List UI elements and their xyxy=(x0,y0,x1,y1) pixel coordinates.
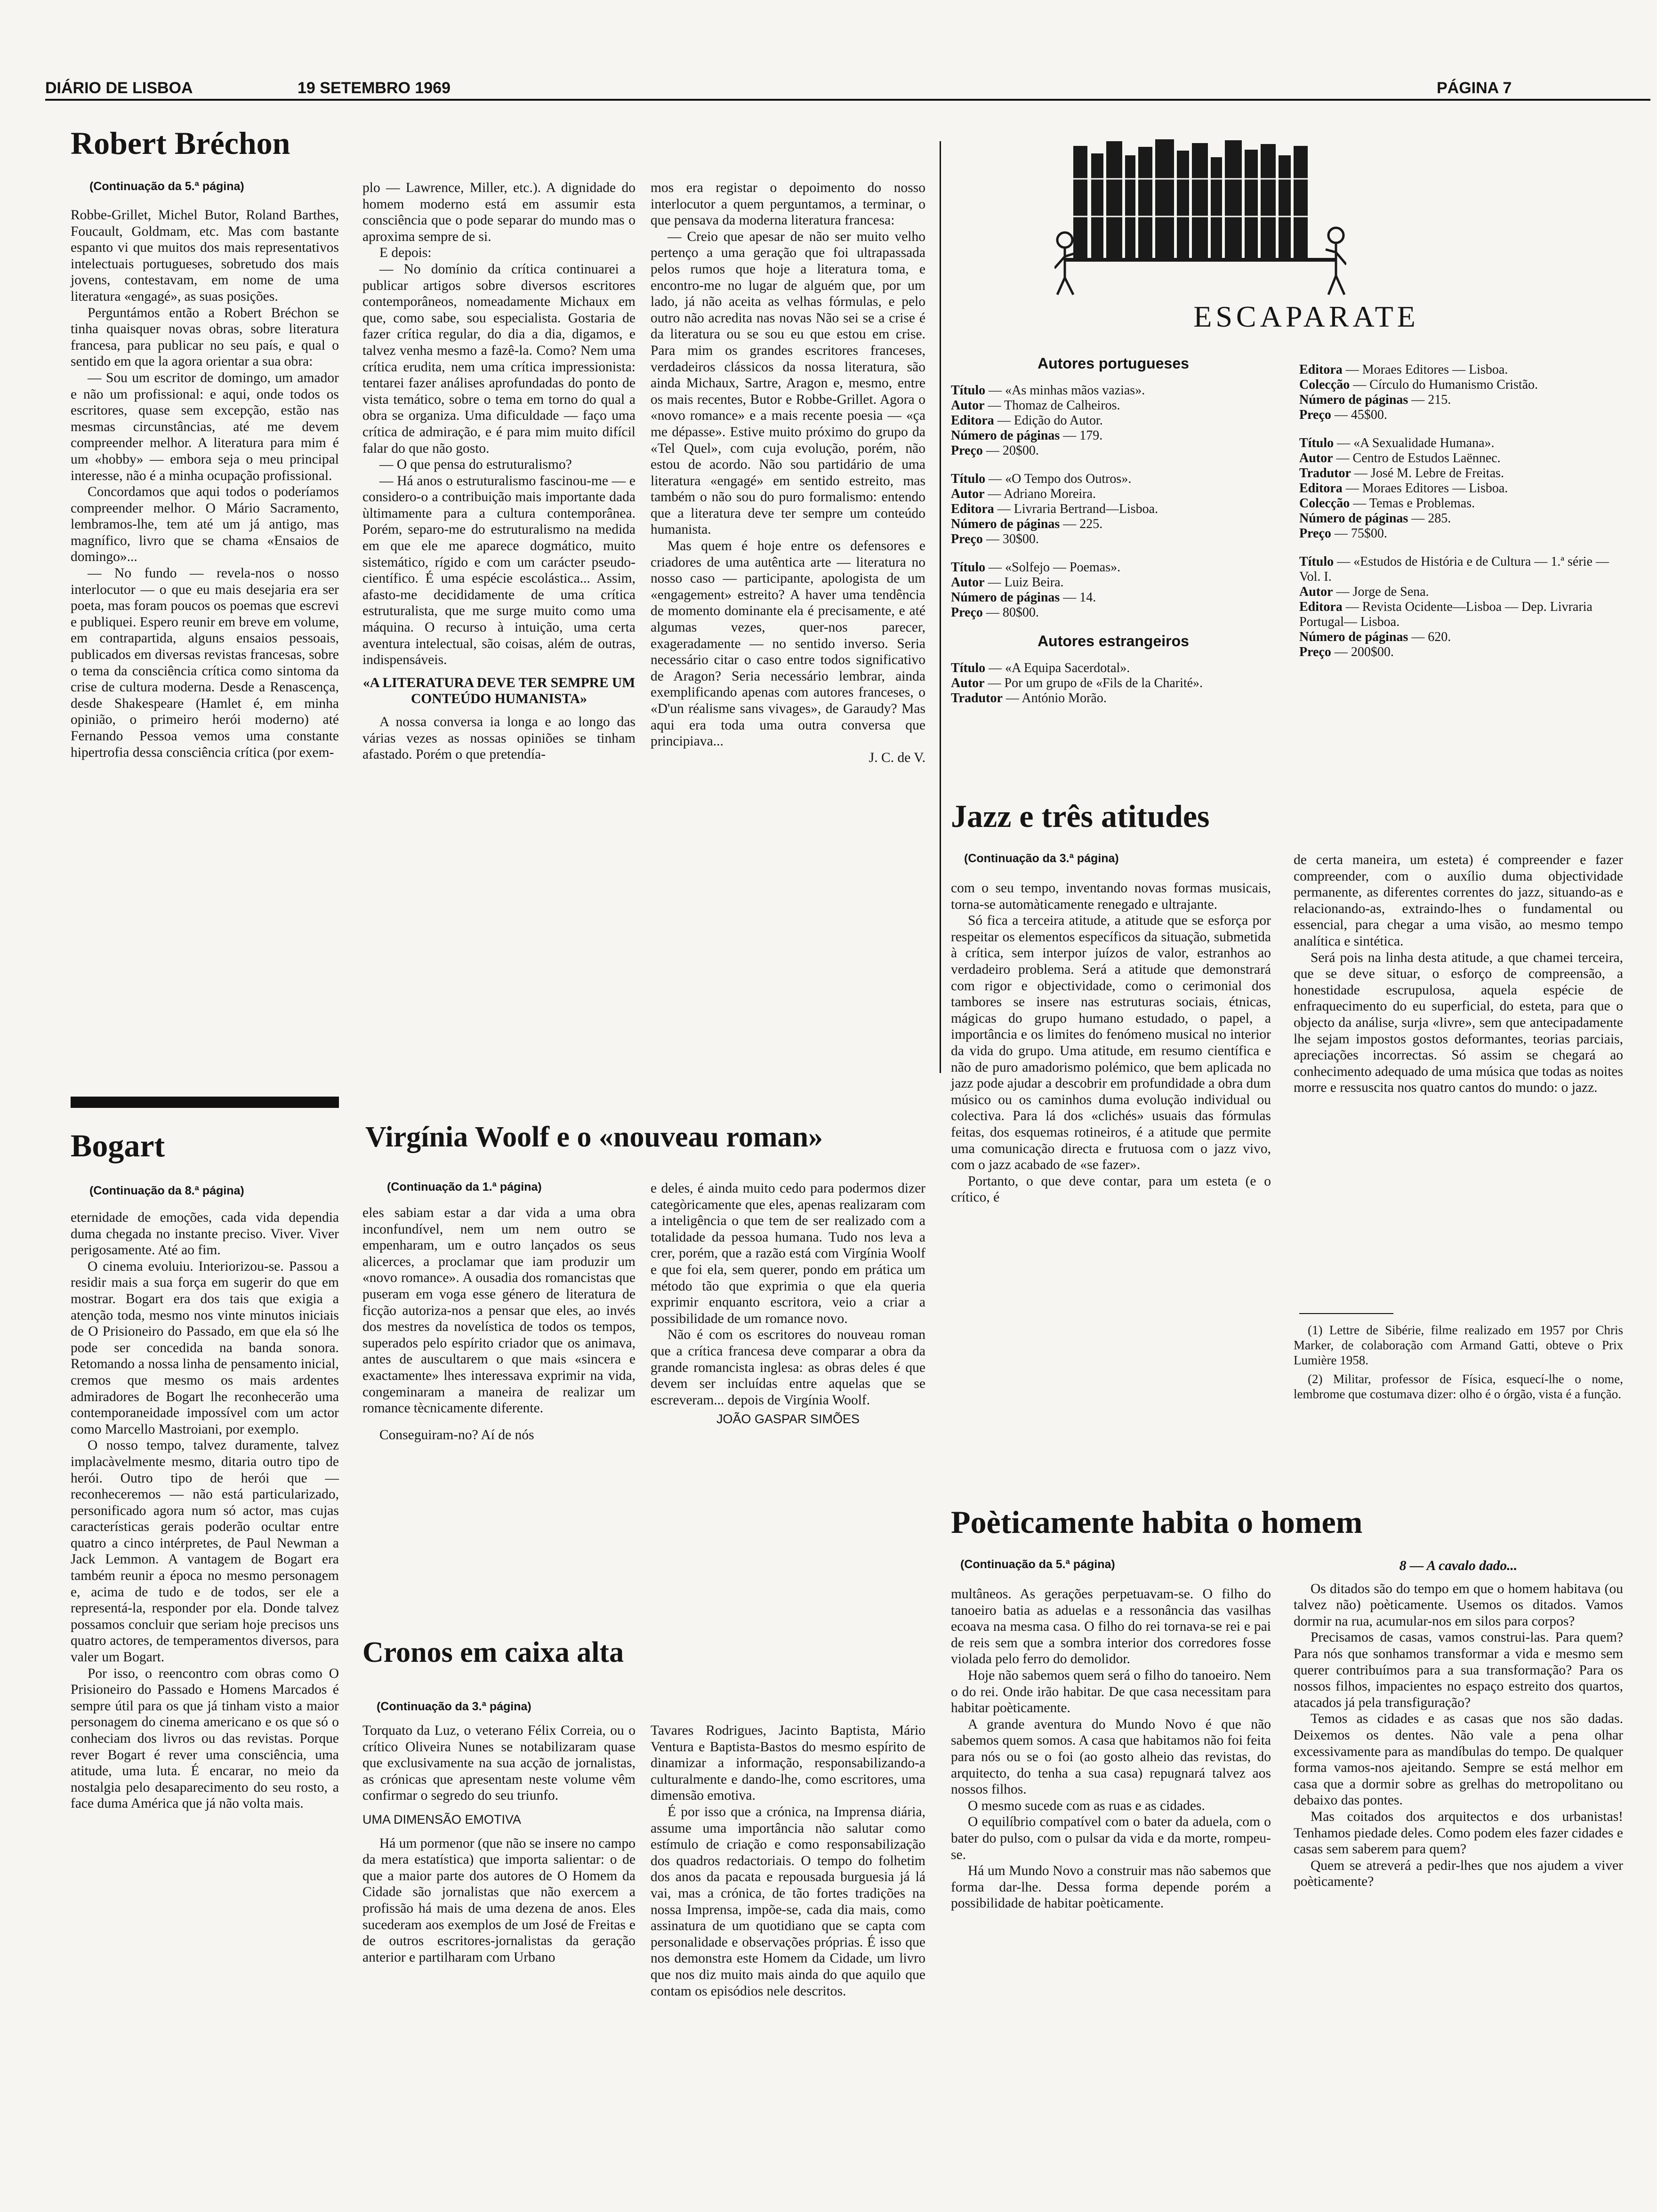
label: Editora xyxy=(951,502,994,516)
poeticamente-subhead: 8 — A cavalo dado... xyxy=(1399,1558,1518,1573)
paragraph: Por isso, o reencontro com obras como O Prisioneiro do Passado e Homens Marcados é sempre útil para os que já tinham visto a maior personagem do cinema americano e os que só o conheciam dos livros ou das revistas. Porque rever Bogart é rever uma consciência, uma atitude, uma luta. É encarar, no meio da nostalgia pelo desaparecimento do seu rosto, a face duma América que já não volta mais. xyxy=(71,1666,339,1811)
book-title: «A Sexualidade Humana». xyxy=(1353,436,1495,450)
book-entry: Título — «Solfejo — Poemas». Autor — Luiz Beira. Número de páginas — 14. Preço — 80$00. xyxy=(951,560,1121,620)
book-entry: Título — «As minhas mãos vazias». Autor — Thomaz de Calheiros. Editora — Edição do Autor. Número de páginas — 179. Preço — 20$00. xyxy=(951,383,1145,458)
label: Autor xyxy=(951,575,985,590)
paragraph: Perguntámos então a Robert Bréchon se tinha quaisquer novas obras, sobre literatura francesa, para publicar no seu país, e qual o sentido em que la agora orientar a sua obra: xyxy=(71,305,339,369)
brechon-column-3 xyxy=(651,180,925,766)
book-price: 30$00. xyxy=(1002,532,1039,546)
label: Preço xyxy=(1299,645,1331,659)
paragraph: O equilíbrio compatível com o bater da aduela, com o bater do pulso, com o pulsar da vida e da morte, rompeu-se. xyxy=(951,1814,1271,1862)
paragraph: Conseguiram-no? Aí de nós xyxy=(379,1427,534,1443)
paragraph: e deles, é ainda muito cedo para podermos dizer categòricamente que eles, apenas realizaram com a inteligência o que tem de ser realizado com a totalidade da pessoa humana. Tudo nos leva a crer, porém, que a razão está com Virgínia Woolf e que foi ela, sem querer, pondo em prática um método tão que exprimia o que ela queria exprimir enquanto escritora, veio a criar a possibilidade de um romance novo. xyxy=(651,1181,925,1326)
footnote: (2) Militar, professor de Física, esquecí-lhe o nome, lembrome que costumava dizer: olho é o órgão, vista é a função. xyxy=(1294,1372,1623,1401)
paragraph: Os ditados são do tempo em que o homem habitava (ou talvez não) poèticamente. Usemos os ditados. Vamos dormir na rua, acumular-nos em silos para corpos? xyxy=(1294,1581,1623,1629)
paragraph: eles sabiam estar a dar vida a uma obra inconfundível, nem um nem outro se empenharam, um e outro lançados os seus alicerces, a proclamar que iam produzir um «novo romance». A ousadia dos romancistas que puseram em voga esse género de literatura de ficção autoriza-nos a pensar que eles, ao invés dos mestres da novelística de todos os tempos, superados pelo espírito criador que os animava, antes de auscultarem o que mais «sincera e exactamente» lhes interessava exprimir na vida, congeminaram a maneira de realizar um romance tècnicamente diferente. xyxy=(362,1205,635,1416)
label: Número de páginas xyxy=(951,428,1060,443)
label: Tradutor xyxy=(1299,466,1351,481)
book-author: Por um grupo de «Fils de la Charité». xyxy=(1004,676,1203,690)
paragraph: Temos as cidades e as casas que nos são dadas. Deixemos os dentes. Não vale a pena olhar excessivamente para as mandíbulas do tempo. De qualquer forma vamos-nos ajeitando. Sempre se está melhor em casa que a dormir sobre as grelhas do metropolitano ou debaixo das pontes. xyxy=(1294,1711,1623,1808)
book-author: Jorge de Sena. xyxy=(1352,585,1429,599)
footnote: (1) Lettre de Sibérie, filme realizado em 1957 por Chris Marker, de colaboração com Armand Gatti, obteve o Prix Lumière 1958. xyxy=(1294,1323,1623,1367)
paragraph: — Há anos o estruturalismo fascinou-me — e considero-o a contribuição mais importante dada ùltimamente para a cultura contemporânea. Porém, separo-me do estruturalismo na medida em que ele me aparece dogmático, muito sistemático, rígido e com um carácter pseudo-científico. É uma espécie escolástica... Assim, afasto-me decididamente de uma crítica estruturalista, que me surge muito como uma máquina. O recurso à intuição, uma certa aventura intelectual, são coisas, além de outras, indispensáveis. xyxy=(362,473,635,668)
paragraph: O mesmo sucede com as ruas e as cidades. xyxy=(968,1798,1205,1813)
label: Título xyxy=(951,383,986,398)
poeticamente-column-2 xyxy=(1294,1558,1623,1890)
label: Número de páginas xyxy=(951,590,1060,605)
header-rule xyxy=(45,99,1650,101)
book-entry: Título — «Estudos de História e de Cultura — 1.ª série — Vol. I. Autor — Jorge de Sena. Editora — Revista Ocidente—Lisboa — Dep. Livraria Portugal— Lisboa. Número de páginas — 620. Preço — 200$00. xyxy=(1299,554,1609,659)
bogart-continued: (Continuação da 8.ª página) xyxy=(89,1184,244,1197)
label: Preço xyxy=(951,443,983,458)
woolf-column-2 xyxy=(651,1180,925,1427)
label: Título xyxy=(1299,554,1334,569)
book-pages: 14. xyxy=(1079,590,1096,605)
book-price: 45$00. xyxy=(1351,408,1387,422)
book-entry: Editora — Moraes Editores — Lisboa. Colecção — Círculo do Humanismo Cristão. Número de páginas — 215. Preço — 45$00. xyxy=(1299,362,1538,422)
paragraph: eternidade de emoções, cada vida dependia duma chegada no instante preciso. Viver. Viver perigosamente. Até ao fim. xyxy=(71,1210,339,1258)
brechon-column-2 xyxy=(362,180,635,763)
book-author: Thomaz de Calheiros. xyxy=(1004,398,1120,413)
brechon-title: Robert Bréchon xyxy=(71,125,290,161)
book-pages: 285. xyxy=(1428,511,1451,526)
paragraph: Só fica a terceira atitude, a atitude que se esforça por respeitar os elementos específicos da situação, submetida à crítica, sem interpor juízos de valor, estranhos ao verdadeiro problema. Será a atitude que demonstrará com rigor e objectividade, como o cerimonial dos tambores se insere nas estruturas sociais, étnicas, mágicas do grupo humano estudado, o papel, a importância e os limites do fenómeno musical no interior da vida do grupo. Uma atitude, em resumo científica e não de puro amadorismo polémico, que bem aplicada no jazz pode ajudar a descobrir em profundidade a obra dum músico ou os caminhos duma evolução individual ou colectiva. Para lá dos «clichés» usuais das fórmulas feitas, dos esquemas rotineiros, é a atitude que permite uma comunicação directa e frutuosa com o jazz vivo, com o jazz acabado de «se fazer». xyxy=(951,913,1271,1173)
paragraph: — No fundo — revela-nos o nosso interlocutor — o que eu mais desejaria era ser poeta, mas foram poucos os poemas que escrevi e publiquei. Espero reunir em breve em volume, em contrapartida, alguns ensaios pessoais, publicados em diversas revistas francesas, sobre o tema da consciência crítica como sintoma da crise de cultura moderna. Desde a Renascença, desde Shakespeare (Hamlet é, em minha opinião, o primeiro herói moderno) até Fernando Pessoa vemos uma constante hipertrofia dessa consciência crítica (por exem- xyxy=(71,566,339,760)
portugueses-heading: Autores portugueses xyxy=(1038,355,1189,372)
column-divider xyxy=(940,141,941,1073)
book-collection: Círculo do Humanismo Cristão. xyxy=(1369,377,1538,392)
label: Número de páginas xyxy=(1299,511,1408,526)
paragraph: Há um Mundo Novo a construir mas não sabemos que forma dar-lhe. Dessa forma depende porém a possibilidade de habitar poèticamente. xyxy=(951,1863,1271,1911)
paragraph: mos era registar o depoimento do nosso interlocutor a quem perguntamos, a terminar, o que pensava da moderna literatura francesa: xyxy=(651,180,925,228)
escaparate-column-1 xyxy=(951,353,1276,719)
jazz-title: Jazz e três atitudes xyxy=(951,798,1210,834)
label: Título xyxy=(1299,436,1334,450)
paragraph: Concordamos que aqui todos o poderíamos compreender melhor. O Mário Sacramento, lembramos-lhe, tem até um já antigo, mas magnífico, livro que se chama «Ensaios de domingo»... xyxy=(71,484,339,565)
book-entry: Título — «O Tempo dos Outros». Autor — Adriano Moreira. Editora — Livraria Bertrand—Lisboa. Número de páginas — 225. Preço — 30$00. xyxy=(951,472,1158,546)
paragraph: — Sou um escritor de domingo, um amador e não um profissional: e aqui, onde todos os escritores, quase sem excepção, estão nas mesmas circunstâncias, até me devem compreender melhor. A literatura para mim é um «hobby» — embora seja o meu principal interesse, não é a minha ocupação profissional. xyxy=(71,370,339,483)
paragraph: Quem se atreverá a pedir-lhes que nos ajudem a viver poèticamente? xyxy=(1294,1858,1623,1890)
woolf-signature: JOÃO GASPAR SIMÕES xyxy=(716,1412,860,1427)
book-title: «A Equipa Sacerdotal». xyxy=(1005,661,1130,675)
paragraph: A nossa conversa ia longa e ao longo das várias vezes as nossas opiniões se tinham afastado. Porém o que pretendía- xyxy=(362,714,635,762)
label: Editora xyxy=(1299,362,1343,377)
paragraph: Portanto, o que deve contar, para um esteta (e o crítico, é xyxy=(951,1173,1271,1205)
poeticamente-title: Poèticamente habita o homem xyxy=(951,1504,1363,1540)
book-title: «Solfejo — Poemas». xyxy=(1005,560,1121,575)
book-translator: José M. Lebre de Freitas. xyxy=(1370,466,1504,481)
label: Título xyxy=(951,472,986,486)
paragraph: com o seu tempo, inventando novas formas musicais, torna-se automàticamente renegado e ultrajante. xyxy=(951,881,1271,912)
woolf-continued: (Continuação da 1.ª página) xyxy=(387,1180,542,1194)
book-publisher: Edição do Autor. xyxy=(1014,413,1103,428)
book-pages: 225. xyxy=(1079,517,1103,531)
escaparate-column-2 xyxy=(1299,362,1629,673)
brechon-continued: (Continuação da 5.ª página) xyxy=(89,180,244,193)
label: Número de páginas xyxy=(1299,393,1408,407)
label: Editora xyxy=(1299,600,1343,614)
label: Autor xyxy=(951,487,985,501)
label: Autor xyxy=(1299,585,1333,599)
paragraph: Hoje não sabemos quem será o filho do tanoeiro. Nem o do rei. Onde irão habitar. De que casa necessitam para habitar poèticamente. xyxy=(951,1667,1271,1716)
label: Título xyxy=(951,560,986,575)
woolf-column-1 xyxy=(362,1205,635,1443)
jazz-footnotes xyxy=(1294,1322,1623,1405)
label: Número de páginas xyxy=(951,517,1060,531)
paragraph: Precisamos de casas, vamos construi-las. Para quem? Para nós que sonhamos transformar a vida e mesmo sem querer contribuímos para a sua transformação? Para os nossos filhos, impacientes no espaço estreito dos quartos, atacados já pela transfiguração? xyxy=(1294,1630,1623,1710)
label: Colecção xyxy=(1299,377,1350,392)
paragraph: Há um pormenor (que não se insere no campo da mera estatística) que importa salientar: o de que a maior parte dos autores de O Homem da Cidade são jornalistas que não exercem a profissão há mais de uma dezena de anos. Eles sucederam aos exemplos de um José de Freitas e de outros escritores-jornalistas da geração anterior e partilharam com Urbano xyxy=(362,1835,635,1965)
book-pages: 179. xyxy=(1079,428,1103,443)
cronos-continued: (Continuação da 3.ª página) xyxy=(377,1700,531,1713)
paragraph: A grande aventura do Mundo Novo é que não sabemos quem somos. A casa que habitamos não foi feita para nós ou se o foi (ao gosto alheio das revistas, do arquitecto, do tenha a sua casa) repugnará talvez aos nossos filhos. xyxy=(951,1716,1271,1797)
label: Preço xyxy=(1299,408,1331,422)
paragraph: O cinema evoluiu. Interiorizou-se. Passou a residir mais a sua força em sugerir do que em mostrar. Bogart era dos tais que exigia a atenção toda, mesmo nos vinte minutos iniciais de O Prisioneiro do Passado, em que ela só lhe pode ser concedida na banda sonora. Retomando a nossa linha de pensamento inicial, cremos que mesmo os mais ardentes admiradores de Bogart lhe reconhecerão uma contemporaneidade impossível com um actor como Marcello Mastroiani, por exemplo. xyxy=(71,1258,339,1437)
poeticamente-column-1 xyxy=(951,1586,1271,1912)
book-entry: Título — «A Sexualidade Humana». Autor — Centro de Estudos Laënnec. Tradutor — José M. Lebre de Freitas. Editora — Moraes Editores — Lisboa. Colecção — Temas e Problemas. Número de páginas — 285. Preço — 75$00. xyxy=(1299,436,1508,541)
cronos-title: Cronos em caixa alta xyxy=(362,1636,624,1668)
label: Tradutor xyxy=(951,691,1003,705)
paragraph: Tavares Rodrigues, Jacinto Baptista, Mário Ventura e Baptista-Bastos do mesmo espírito de dinamizar a informação, responsabilizando-a culturalmente e dando-lhe, como escritores, uma dimensão emotiva. xyxy=(651,1723,925,1803)
paragraph: Torquato da Luz, o veterano Félix Correia, ou o crítico Oliveira Nunes se notabilizaram quase que exclusivamente na sua acção de jornalistas, as crónicas que apresentam neste volume vêm confirmar o segredo do seu triunfo. xyxy=(362,1723,635,1803)
label: Número de páginas xyxy=(1299,630,1408,644)
page-number: PÁGINA 7 xyxy=(1437,79,1512,97)
jazz-continued: (Continuação da 3.ª página) xyxy=(964,852,1119,865)
book-price: 20$00. xyxy=(1002,443,1039,458)
jazz-column-1 xyxy=(951,880,1271,1206)
book-price: 80$00. xyxy=(1002,605,1039,620)
paragraph: — No domínio da crítica continuarei a publicar artigos sobre diversos escritores contemporâneos, nomeadamente Michaux em que, como sabe, sou especialista. Gostaria de fazer crítica regular, do dia a dia, digamos, e talvez venha mesmo a fazê-la. Como? Nem uma crítica erudita, nem uma crítica impressionista: tentarei fazer análises aprofundadas do ponto de vista temático, sobre o tema em torno do qual a obra se organiza. Uma dificuldade — faço uma crítica de admiração, e é para mim muito difícil falar do que não gosto. xyxy=(362,261,635,456)
book-title: «Estudos de História e de Cultura — 1.ª série — Vol. I. xyxy=(1299,554,1609,584)
book-author: Luiz Beira. xyxy=(1004,575,1064,590)
estrangeiros-heading: Autores estrangeiros xyxy=(1038,633,1189,649)
brechon-signature: J. C. de V. xyxy=(869,750,925,765)
book-entry: Título — «A Equipa Sacerdotal». Autor — Por um grupo de «Fils de la Charité». Tradutor — António Morão. xyxy=(951,661,1203,705)
label: Preço xyxy=(1299,526,1331,541)
book-publisher: Livraria Bertrand—Lisboa. xyxy=(1014,502,1158,516)
book-pages: 620. xyxy=(1428,630,1451,644)
label: Editora xyxy=(951,413,994,428)
label: Preço xyxy=(951,605,983,620)
paragraph: Será pois na linha desta atitude, a que chamei terceira, que se deve situar, o esforço de compreensão, a honestidade escrupulosa, aquela espécie de enfraquecimento do eu superficial, do esteta, para que o objecto da análise, surja «livre», sem que antecipadamente lhe sejam impostos gostos deformantes, teorias parciais, apreciações incorrectas. Só assim se chegará ao conhecimento adequado de uma música que todas as noites morre e ressuscita nos quatro cantos do mundo: o jazz. xyxy=(1294,950,1623,1096)
cronos-column-1 xyxy=(362,1723,635,1965)
newspaper-name: DIÁRIO DE LISBOA xyxy=(45,79,193,97)
book-publisher: Moraes Editores — Lisboa. xyxy=(1362,362,1508,377)
label: Título xyxy=(951,661,986,675)
book-translator: António Morão. xyxy=(1022,691,1107,705)
notes-divider xyxy=(1299,1313,1393,1314)
paragraph: Não é com os escritores do nouveau roman que a crítica francesa deve comparar a obra da grande romancista inglesa: as obras deles é que devem ser incluídas entre aquelas que se escreveram... depois de Virgínia Woolf. xyxy=(651,1327,925,1408)
book-publisher: Moraes Editores — Lisboa. xyxy=(1362,481,1508,496)
book-author: Centro de Estudos Laënnec. xyxy=(1352,451,1501,465)
paragraph: plo — Lawrence, Miller, etc.). A dignidade do homem moderno está em assumir esta consciência que o pode separar do mundo mas o aproxima sempre de si. xyxy=(362,180,635,244)
escaparate-title: ESCAPARATE xyxy=(1193,300,1419,333)
label: Autor xyxy=(1299,451,1333,465)
book-title: «As minhas mãos vazias». xyxy=(1005,383,1145,398)
paragraph: de certa maneira, um esteta) é compreender e fazer compreender, com o auxílio duma objectividade permanente, as diferentes correntes do jazz, situando-as e relacionando-as, extraindo-lhes o fundamental ou essencial, para chegar a uma visão, ao mesmo tempo analítica e sintética. xyxy=(1294,852,1623,949)
book-price: 200$00. xyxy=(1351,645,1394,659)
jazz-column-2 xyxy=(1294,852,1623,1096)
book-title: «O Tempo dos Outros». xyxy=(1005,472,1132,486)
book-publisher: Revista Ocidente—Lisboa — Dep. Livraria Portugal— Lisboa. xyxy=(1299,600,1593,629)
paragraph: Mas coitados dos arquitectos e dos urbanistas! Tenhamos piedade deles. Como podem eles fazer cidades e casas sem saberem para quem? xyxy=(1294,1809,1623,1857)
paragraph: — Creio que apesar de não ser muito velho pertenço a uma geração que foi ultrapassada pelos rumos que hoje a literatura toma, e encontro-me no lugar de alguém que, por um lado, já não aceita as velhas fórmulas, e pelo outro não acredita nas novas Não sei se a crise é da literatura ou se sou eu que estou em crise. Para mim os grandes escritores franceses, verdadeiros clássicos da nossa literatura, são ainda Michaux, Sartre, Aragon e, mesmo, entre os mais recentes, Butor e Robbe-Grillet. Agora o «novo romance» e a mais recente poesia — «ça me dépasse». Estive muito próximo do grupo da «Tel Quel», com cuja evolução, porém, não estou de acordo. Não sou partidário de uma literatura «engagé» em sentido estreito, mas também o não sou do puro formalismo: entendo que a literatura deve ter sempre um conteúdo humanista. xyxy=(651,229,925,537)
paragraph: multâneos. As gerações perpetuavam-se. O filho do tanoeiro batia as aduelas e a ressonância das vasilhas ecoava na mesma casa. O filho do rei tornava-se rei e pai de reis sem que a sombra interior dos corredores fosse violada pelo ferro do demolidor. xyxy=(951,1587,1271,1667)
label: Autor xyxy=(951,398,985,413)
section-bar xyxy=(71,1097,339,1108)
book-price: 75$00. xyxy=(1351,526,1387,541)
label: Editora xyxy=(1299,481,1343,496)
woolf-title: Virgínia Woolf e o «nouveau roman» xyxy=(365,1121,823,1153)
paragraph: Robbe-Grillet, Michel Butor, Roland Barthes, Foucault, Goldmam, etc. Mas com bastante espanto vi que muitos dos mais representativos intelectuais portugueses, sobretudo dos mais jovens, contestavam, em nome de uma literatura «engagé», as suas posições. xyxy=(71,208,339,304)
label: Autor xyxy=(951,676,985,690)
bogart-title: Bogart xyxy=(71,1128,165,1163)
book-author: Adriano Moreira. xyxy=(1004,487,1096,501)
brechon-column-1 xyxy=(71,207,339,761)
label: Colecção xyxy=(1299,496,1350,511)
book-collection: Temas e Problemas. xyxy=(1369,496,1475,511)
label: Preço xyxy=(951,532,983,546)
paragraph: E depois: xyxy=(379,245,432,261)
paragraph: — O que pensa do estruturalismo? xyxy=(379,457,572,473)
bogart-column xyxy=(71,1210,339,1812)
issue-date: 19 SETEMBRO 1969 xyxy=(298,79,451,97)
bookshelf-illustration xyxy=(1054,136,1346,297)
cronos-column-2 xyxy=(651,1723,925,1999)
book-pages: 215. xyxy=(1428,393,1451,407)
paragraph: O nosso tempo, talvez duramente, talvez implacàvelmente mesmo, ditaria outro tipo de herói. Outro tipo de herói que — reconheceremos — não está particularizado, personificado agora num só actor, mas cujas características gerais poderão ocultar entre quatro a cinco intérpretes, de Paul Newman a Jack Lemmon. A vantagem de Bogart era também reunir a época no mesmo personagem e, acima de tudo e de todos, ser ele a representá-la, responder por ela. Donde talvez possamos concluir que seriam hoje precisos uns quatro actores, de temperamentos diversos, para valer um Bogart. xyxy=(71,1438,339,1665)
brechon-subhead: «A LITERATURA DEVE TER SEMPRE UM CONTEÚDO HUMANISTA» xyxy=(362,675,635,707)
paragraph: Mas quem é hoje entre os defensores e criadores de uma autêntica arte — literatura no nosso caso — participante, apologista de um «engagement» estreito? A haver uma tendência de momento dominante ela é precisamente, e até algumas vezes, quer-nos parecer, exageradamente — no sentido inverso. Seria necessário citar o caso entre todos significativo de Aragon? Seria necessário lembrar, ainda exemplificando apenas com autores franceses, o «D'un réalisme sans vivages», de Garaudy? Mas aqui era toda uma outra conversa que principiava... xyxy=(651,538,925,749)
cronos-subhead: UMA DIMENSÃO EMOTIVA xyxy=(362,1812,522,1827)
paragraph: É por isso que a crónica, na Imprensa diária, assume uma importância não salutar como estímulo de criação e como responsabilização dos quadros redactoriais. O tempo do folhetim dos anos da pacata e repousada burguesia já lá vai, mas a crónica, de tão fortes tradições na nossa Imprensa, impõe-se, cada dia mais, como assinatura de um quotidiano que se capta com personalidade e observações próprias. É isso que nos demonstra este Homem da Cidade, um livro que nos diz muito mais ainda do que aquilo que contam os episódios nele descritos. xyxy=(651,1804,925,1999)
poeticamente-continued: (Continuação da 5.ª página) xyxy=(960,1558,1115,1571)
